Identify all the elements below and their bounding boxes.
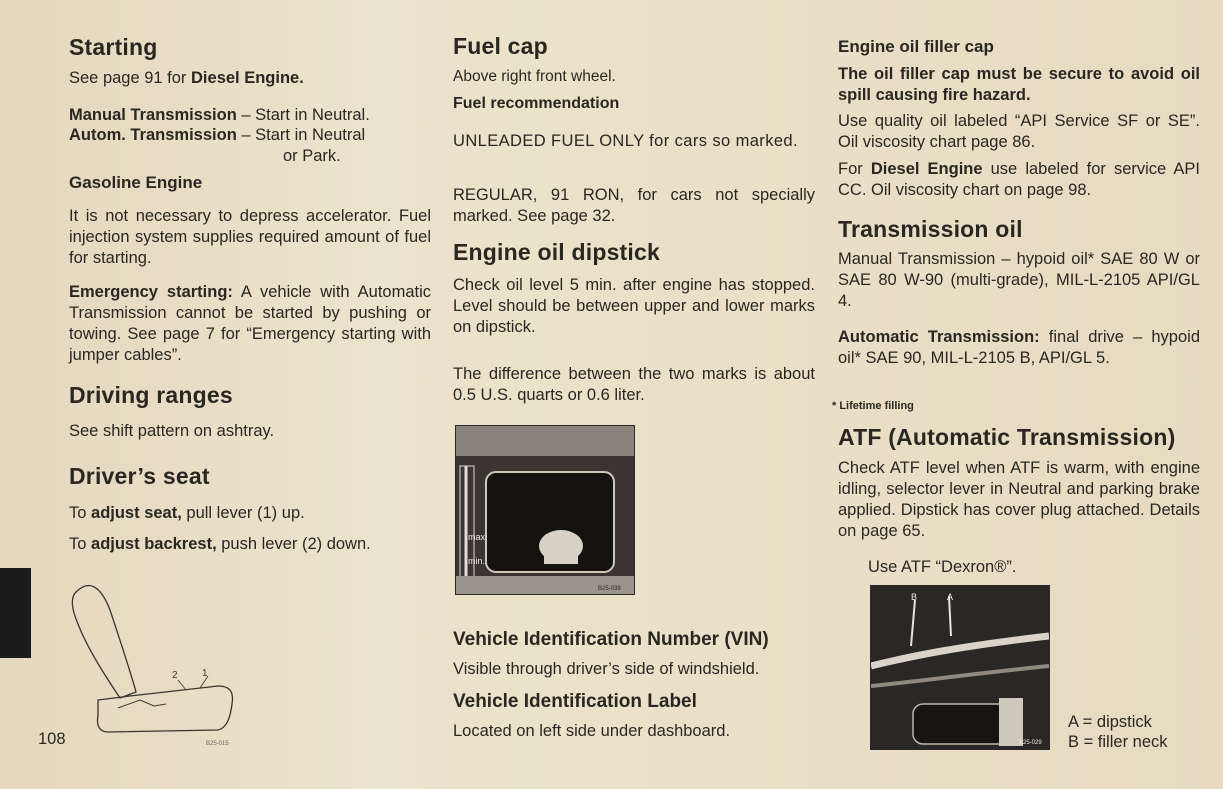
diesel-engine-text: For Diesel Engine use labeled for service API CC. Oil viscosity chart on page 98. — [838, 160, 1200, 199]
atf-photo-label-a: A — [947, 592, 954, 602]
engine-oil-dipstick-heading: Engine oil dipstick — [453, 239, 660, 265]
fuel-cap-heading: Fuel cap — [453, 33, 548, 59]
transmission-oil-text: Manual Transmission – hypoid oil* SAE 80 W or SAE 80 W-90 (multi-grade), MIL-L-2105 API/GL 4. — [838, 250, 1200, 310]
regular-text: REGULAR, 91 RON, for cars not specially marked. See page 32. — [453, 186, 815, 225]
emergency-starting-text: Emergency starting: A vehicle with Automatic Transmission cannot be started by pushing or towing. See page 7 for “Emergency starting with jumper cables”. — [69, 283, 431, 364]
atf-photo-label-b: B — [911, 592, 918, 602]
filler-warning: The oil filler cap must be secure to avoid oil spill causing fire hazard. — [838, 65, 1200, 104]
autom-transmission-line: Autom. Transmission – Start in Neutral — [69, 126, 366, 144]
seat-figure-code: B25-015 — [206, 741, 229, 747]
gasoline-engine-text: It is not necessary to depress accelerator. Fuel injection system supplies required amount of fuel for starting. — [69, 207, 431, 267]
dexron-text: Use ATF “Dexron®”. — [868, 558, 1017, 576]
adjust-backrest-text: To adjust backrest, push lever (2) down. — [69, 535, 371, 553]
legend-dipstick: A = dipstick — [1068, 713, 1152, 731]
seat-label-1: 1 — [202, 668, 208, 679]
section-tab-marker — [0, 568, 31, 658]
dipstick-photo-code: B25-039 — [598, 586, 621, 592]
fuel-cap-text: Above right front wheel. — [453, 68, 616, 85]
driving-ranges-heading: Driving ranges — [69, 382, 233, 408]
gasoline-engine-heading: Gasoline Engine — [69, 173, 203, 192]
seat-label-2: 2 — [172, 670, 178, 681]
dipstick-text: Check oil level 5 min. after engine has stopped. Level should be between upper and lower marks on dipstick. — [453, 276, 815, 336]
fuel-recommendation-heading: Fuel recommendation — [453, 95, 620, 112]
lifetime-filling-note: * Lifetime filling — [832, 400, 914, 412]
vin-text: Visible through driver’s side of windshield. — [453, 660, 760, 678]
transmission-oil-heading: Transmission oil — [838, 216, 1023, 242]
filler-text: Use quality oil labeled “API Service SF or SE”. Oil viscosity chart page 86. — [838, 112, 1200, 151]
vil-heading: Vehicle Identification Label — [453, 691, 697, 712]
vin-heading: Vehicle Identification Number (VIN) — [453, 629, 769, 650]
atf-photo — [870, 585, 1050, 750]
vil-text: Located on left side under dashboard. — [453, 722, 731, 740]
engine-oil-filler-cap-heading: Engine oil filler cap — [838, 37, 994, 56]
drivers-seat-heading: Driver’s seat — [69, 463, 210, 489]
legend-filler-neck: B = filler neck — [1068, 733, 1168, 751]
atf-photo-code: B25-029 — [1019, 740, 1042, 746]
dipstick-photo — [455, 425, 635, 595]
starting-heading: Starting — [69, 34, 158, 60]
driving-ranges-text: See shift pattern on ashtray. — [69, 422, 275, 440]
atf-text: Check ATF level when ATF is warm, with engine idling, selector lever in Neutral and parking brake applied. Dipstick has cover plug attached. Details on page 65. — [838, 459, 1200, 540]
autom-transmission-line-2: or Park. — [283, 147, 341, 165]
unleaded-text: UNLEADED FUEL ONLY for cars so marked. — [453, 132, 798, 150]
starting-reference: See page 91 for Diesel Engine. — [69, 69, 304, 87]
seat-illustration — [68, 580, 248, 750]
manual-transmission-line: Manual Transmission – Start in Neutral. — [69, 106, 370, 124]
automatic-transmission-text: Automatic Transmission: final drive – hypoid oil* SAE 90, MIL-L-2105 B, API/GL 5. — [838, 328, 1201, 367]
dipstick-max-label: max. — [468, 532, 488, 542]
difference-text: The difference between the two marks is about 0.5 U.S. quarts or 0.6 liter. — [453, 365, 815, 404]
atf-heading: ATF (Automatic Transmission) — [838, 424, 1176, 450]
adjust-seat-text: To adjust seat, pull lever (1) up. — [69, 504, 305, 522]
page-number: 108 — [38, 730, 66, 748]
dipstick-min-label: min. — [468, 556, 486, 566]
